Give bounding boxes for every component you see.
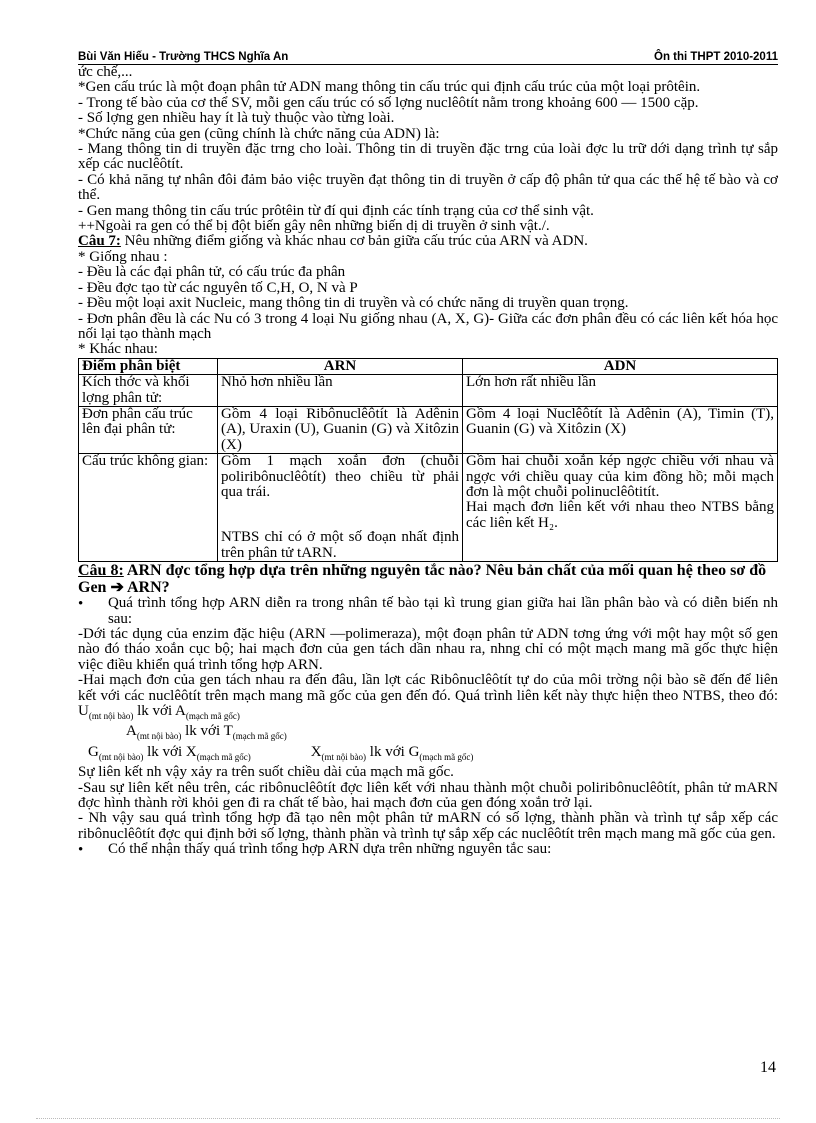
table-cell-text: Gồm hai chuỗi xoắn kép ngợc chiều với nhau và ngợc với chiều quay của kim đồng hồ; mỗi mạch đơn là một chuỗi polinuclêôtitít. [466, 453, 774, 500]
table-cell [218, 454, 463, 562]
table-cell-text: NTBS chỉ có ở một số đoạn nhất định trên phân tử tARN. [221, 529, 459, 561]
table-cell: Đơn phân cấu trúc lên đại phân tử: [79, 406, 218, 453]
base-a: A [126, 723, 137, 740]
comparison-table [78, 358, 778, 562]
table-header: ADN [463, 358, 778, 374]
text-line: - Số lợng gen nhiều hay ít là tuỳ thuộc vào từng loài. [78, 110, 395, 127]
text-line: *Gen cấu trúc là một đoạn phân tử ADN mang thông tin cấu trúc qui định cấu trúc của một loại prôtêin. [78, 79, 701, 96]
bullet-text: Quá trình tổng hợp ARN diễn ra trong nhân tế bào tại kì trung gian giữa hai lần phân bào và có diễn biến nh sau: [107, 595, 778, 627]
page-bottom-divider [36, 1118, 780, 1119]
bullet-icon: • [78, 842, 84, 859]
table-header: Điểm phân biệt [79, 358, 218, 374]
table-header: ARN [218, 358, 463, 374]
pairing-line [78, 724, 778, 744]
base-x: X [185, 743, 197, 760]
table-row [79, 454, 778, 562]
link-text: lk với [143, 743, 186, 760]
subscript: (mt nội bào) [98, 751, 144, 762]
table-cell: Kích thớc và khối lợng phân tử: [79, 375, 218, 407]
question-8 [78, 562, 778, 596]
table-cell-text: Hai mạch đơn liên kết với nhau theo NTBS bằng các liên kết H₂. [466, 499, 774, 531]
base-t: T [223, 723, 233, 740]
paragraph: - Nh vậy sau quá trình tổng hợp đã tạo nên một phân tử mARN có số lợng, thành phần và trình tự sắp xếp các ribônuclêôtít đợc qui định bởi số lợng, thành phần và trình tự sắp xếp các nuclêôtít trên mạch mang mã gốc của gen. [78, 810, 778, 842]
table-cell-text: Cấu trúc không gian: [82, 453, 209, 470]
question-7-label: Câu 7: [78, 233, 121, 250]
table-row [79, 406, 778, 453]
similarities-title: * Giống nhau : [78, 248, 168, 265]
subscript: (mạch mã gốc) [232, 731, 287, 742]
subscript: (mt nội bào) [136, 731, 182, 742]
similarity-item: - Đều đợc tạo từ các nguyên tố C,H, O, N và P [78, 279, 358, 296]
bullet-paragraph [78, 842, 778, 859]
link-text: lk với [366, 743, 409, 760]
link-text: lk với [181, 723, 224, 740]
header-right: Ôn thi THPT 2010-2011 [654, 51, 778, 63]
table-cell-text: Gồm 1 mạch xoắn đơn (chuỗi poliribônuclêôtít) theo chiều từ phải qua trái. [221, 453, 459, 500]
paragraph: -Sau sự liên kết nêu trên, các ribônuclêôtít đợc liên kết với nhau thành một chuỗi poliribônuclêôtít, phân tử mARN đợc hình thành rời khỏi gen đi ra chất tế bào, hai mạch đơn của gen đóng xoắn trở lại. [78, 779, 778, 812]
question-7-text: Nêu những điểm giống và khác nhau cơ bản giữa cấu trúc của ARN và ADN. [120, 233, 588, 250]
table-cell: Lớn hơn rất nhiều lần [463, 375, 778, 407]
page-number: 14 [760, 1059, 776, 1076]
table-header-row [79, 358, 778, 374]
table-cell [79, 454, 218, 562]
question-8-label: Câu 8: [78, 562, 124, 580]
table-cell: Gồm 4 loại Ribônuclêôtít là Adênin (A), Uraxin (U), Guanin (G) và Xitôzin (X) [218, 406, 463, 453]
base-u: U [78, 703, 89, 720]
document-page [78, 48, 778, 859]
subscript: (mạch mã gốc) [185, 711, 240, 722]
bullet-icon: • [78, 596, 84, 613]
link-text: lk với [133, 703, 176, 720]
bullet-text: Có thể nhận thấy quá trình tổng hợp ARN dựa trên những nguyên tắc sau: [108, 841, 552, 858]
text-line: - Trong tế bào của cơ thể SV, mỗi gen cấu trúc có số lợng nuclêôtít nằm trong khoảng 600 — 1500 cặp. [78, 94, 699, 111]
pairing-line [78, 745, 778, 765]
similarity-item: - Đơn phân đều là các Nu có 3 trong 4 loại Nu giống nhau (A, X, G)- Giữa các đơn phân đều có các liên kết hóa học nối lại tạo thành mạch [78, 310, 778, 342]
base-g: G [88, 743, 99, 760]
subscript: (mạch mã gốc) [419, 751, 474, 762]
bullet-paragraph [78, 596, 778, 627]
header-left: Bùi Văn Hiếu - Trường THCS Nghĩa An [78, 51, 289, 63]
question-8-text: ARN đợc tổng hợp dựa trên những nguyên tắc nào? Nêu bản chất của mối quan hệ theo sơ đồ Gen ➔ ARN? [78, 562, 767, 597]
text-line: - Gen mang thông tin cấu trúc prôtêin từ đí qui định các tính trạng của cơ thể sinh vật. [78, 202, 594, 219]
subscript: (mt nội bào) [321, 751, 367, 762]
paragraph [78, 673, 778, 724]
similarity-item: - Đều là các đại phân tử, có cấu trúc đa phân [78, 264, 346, 281]
paragraph: -Dới tác dụng của enzim đặc hiệu (ARN —polimeraza), một đoạn phân tử ADN tơng ứng với một hay một số gen nào đó tháo xoắn cục bộ; hai mạch đơn của gen tách dần nhau ra, nhng chỉ có một mạch mang mã gốc thực hiện việc điều khiển quá trình tổng hợp ARN. [78, 626, 778, 673]
page-header [78, 48, 778, 65]
question-7 [78, 234, 778, 249]
subscript: (mt nội bào) [88, 711, 134, 722]
subscript: (mạch mã gốc) [196, 751, 251, 762]
table-row [79, 375, 778, 407]
table-cell: Nhỏ hơn nhiều lần [218, 375, 463, 407]
base-a: A [175, 703, 186, 720]
text-line: ức chế,... [78, 64, 133, 80]
paragraph-text: -Hai mạch đơn của gen tách nhau ra đến đâu, lần lợt các Ribônuclêôtít tự do của môi trờng nội bào sẽ đến để liên kết với các nuclêôtít trên mạch mang mã gốc của gen đến đó. Quá trình liên kết này thực hiện theo NTBS, theo đó: [78, 672, 778, 704]
text-line: - Mang thông tin di truyền đặc trng cho loài. Thông tin di truyền đặc trng của loài đợc lu trữ dới dạng trình tự sắp xếp các nuclêôtít. [78, 141, 778, 173]
text-line: *Chức năng của gen (cũng chính là chức năng của ADN) là: [78, 125, 440, 142]
differences-title: * Khác nhau: [78, 341, 158, 358]
text-line: - Có khả năng tự nhân đôi đảm bảo việc truyền đạt thông tin di truyền ở cấp độ phân tử qua các thế hệ tế bào và cơ thể. [78, 171, 778, 204]
base-g: G [408, 743, 420, 760]
text-line: ++Ngoài ra gen có thể bị đột biến gây nên những biến dị di truyền ở sinh vật./. [78, 218, 550, 235]
table-cell: Gồm 4 loại Nuclêôtít là Adênin (A), Timin (T), Guanin (G) và Xitôzin (X) [463, 406, 778, 453]
table-cell [463, 454, 778, 562]
paragraph: Sự liên kết nh vậy xảy ra trên suốt chiều dài của mạch mã gốc. [78, 764, 454, 781]
similarity-item: - Đều một loại axit Nucleic, mang thông tin di truyền và có chức năng di truyền quan trọng. [78, 295, 629, 312]
base-x: X [310, 743, 322, 760]
